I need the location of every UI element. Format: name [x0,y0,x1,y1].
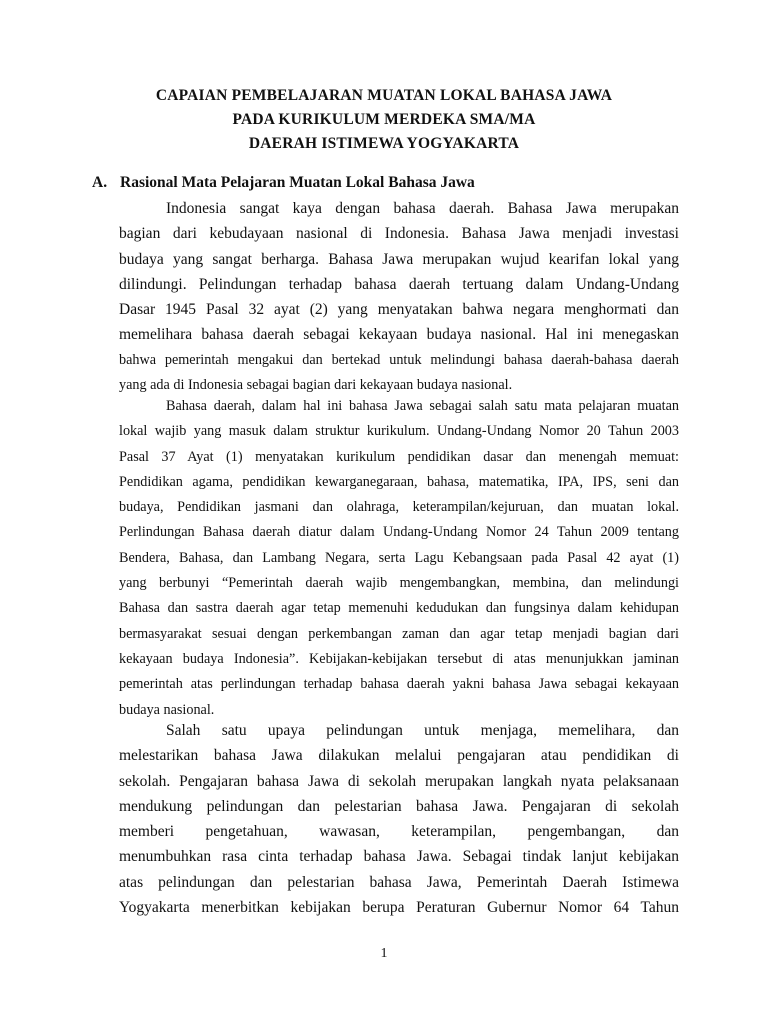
paragraph-2 [119,394,679,723]
text-line: Perlindungan Bahasa daerah diatur dalam Undang-Undang Nomor 24 Tahun 2009 tentang [119,524,679,541]
page-number: 1 [380,946,388,961]
text-line: sekolah. Pengajaran bahasa Jawa di sekolah merupakan langkah nyata pelaksanaan [119,772,679,790]
document-title [0,84,768,156]
title-line: CAPAIAN PEMBELAJARAN MUATAN LOKAL BAHASA JAWA [155,87,613,104]
text-line: melestarikan bahasa Jawa dilakukan melalui pengajaran atau pendidikan di [119,747,679,765]
text-line: Bahasa dan sastra daerah agar tetap memenuhi kedudukan dan fungsinya dalam kehidupan [119,600,679,617]
text-line: bagian dari kebudayaan nasional di Indonesia. Bahasa Jawa menjadi investasi [119,225,679,243]
text-line: budaya nasional. [119,701,215,718]
text-line: Bahasa daerah, dalam hal ini bahasa Jawa sebagai salah satu mata pelajaran muatan [166,398,679,414]
text-line: mendukung pelindungan dan pelestarian bahasa Jawa. Pengajaran di sekolah [119,797,679,815]
paragraph-3 [119,718,679,920]
text-line: Salah satu upaya pelindungan untuk menjaga, memelihara, dan [166,722,679,739]
text-line: Pendidikan agama, pendidikan kewarganegaraan, bahasa, matematika, IPA, IPS, seni dan [119,473,679,490]
text-line: bahwa pemerintah mengakui dan bertekad untuk melindungi bahasa daerah-bahasa daerah [119,351,679,368]
text-line: pemerintah atas perlindungan terhadap bahasa daerah yakni bahasa Jawa sebagai kekayaan [119,676,679,693]
text-line: lokal wajib yang masuk dalam struktur kurikulum. Undang-Undang Nomor 20 Tahun 2003 [119,423,679,440]
text-line: atas pelindungan dan pelestarian bahasa Jawa, Pemerintah Daerah Istimewa [119,873,679,891]
text-line: yang ada di Indonesia sebagai bagian dari kekayaan budaya nasional. [119,377,513,394]
text-line: kekayaan budaya Indonesia”. Kebijakan-kebijakan tersebut di atas menunjukkan jaminan [119,650,679,667]
text-line: Pasal 37 Ayat (1) menyatakan kurikulum pendidikan dasar dan menengah memuat: [119,448,679,465]
section-title: Rasional Mata Pelajaran Muatan Lokal Bahasa Jawa [120,174,475,191]
section-letter: A. [92,174,108,191]
text-line: budaya yang sangat berharga. Bahasa Jawa merupakan wujud kearifan lokal yang [119,250,679,268]
section-heading [92,174,475,192]
paragraph-1 [119,196,679,398]
text-line: memelihara bahasa daerah sebagai kekayaan budaya nasional. Hal ini menegaskan [119,326,679,344]
text-line: Dasar 1945 Pasal 32 ayat (2) yang menyatakan bahwa negara menghormati dan [119,301,679,319]
text-line: Yogyakarta menerbitkan kebijakan berupa Peraturan Gubernur Nomor 64 Tahun [119,899,679,917]
text-line: menumbuhkan rasa cinta terhadap bahasa Jawa. Sebagai tindak lanjut kebijakan [119,848,679,866]
text-line: memberi pengetahuan, wawasan, keterampilan, pengembangan, dan [119,823,679,841]
text-line: dilindungi. Pelindungan terhadap bahasa daerah tertuang dalam Undang-Undang [119,275,679,293]
text-line: bermasyarakat sesuai dengan perkembangan zaman dan agar tetap menjadi bagian dari [119,625,679,642]
text-line: Indonesia sangat kaya dengan bahasa daerah. Bahasa Jawa merupakan [166,200,679,217]
text-line: budaya, Pendidikan jasmani dan olahraga, keterampilan/kejuruan, dan muatan lokal. [119,499,679,516]
text-line: Bendera, Bahasa, dan Lambang Negara, serta Lagu Kebangsaan pada Pasal 42 ayat (1) [119,549,679,566]
title-line: PADA KURIKULUM MERDEKA SMA/MA [232,111,536,128]
title-line: DAERAH ISTIMEWA YOGYAKARTA [248,135,520,152]
text-line: yang berbunyi “Pemerintah daerah wajib mengembangkan, membina, dan melindungi [119,575,679,592]
